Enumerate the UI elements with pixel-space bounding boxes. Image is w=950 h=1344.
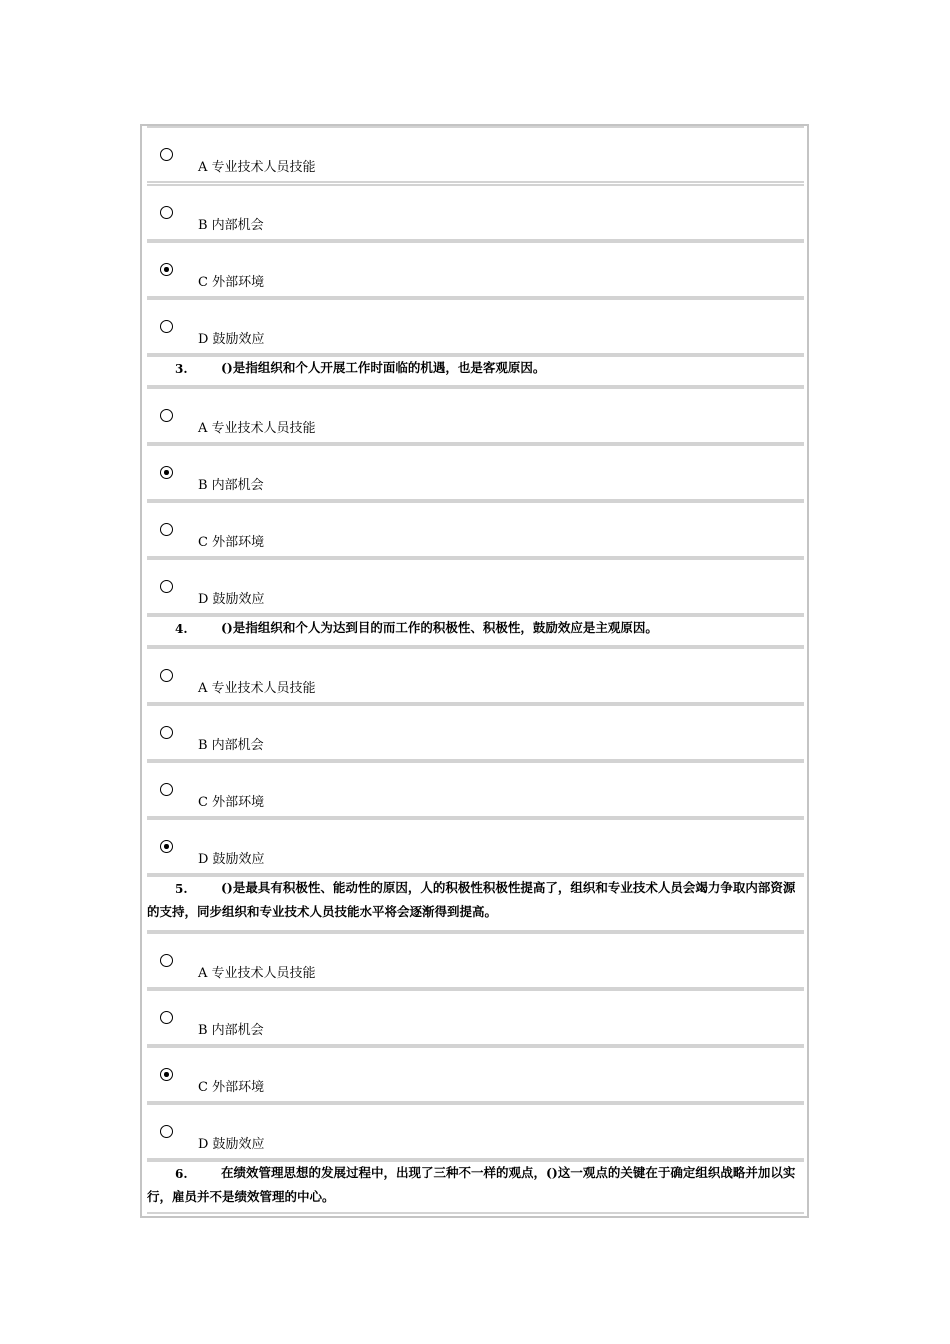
question-row — [147, 875, 804, 932]
question-number: 6. — [175, 1167, 188, 1181]
option-row[interactable] — [147, 444, 804, 501]
option-label: C 外部环境 — [198, 795, 265, 810]
radio-button[interactable] — [160, 320, 173, 333]
option-label: C 外部环境 — [198, 275, 265, 290]
question-text: 在绩效管理思想的发展过程中，出现了三种不一样的观点，()这一观点的关键在于确定组织战略并加以实行，雇员并不是绩效管理的中心。 — [147, 1165, 796, 1204]
option-row[interactable] — [147, 501, 804, 558]
question-row — [147, 1160, 804, 1214]
question-number: 4. — [175, 622, 188, 636]
question-row — [147, 355, 804, 387]
radio-button-selected[interactable] — [160, 840, 173, 853]
option-row[interactable] — [147, 989, 804, 1046]
option-label: C 外部环境 — [198, 1080, 265, 1095]
option-row[interactable] — [147, 932, 804, 989]
radio-button[interactable] — [160, 1125, 173, 1138]
radio-button[interactable] — [160, 523, 173, 536]
option-row[interactable] — [147, 761, 804, 818]
option-label: D 鼓励效应 — [198, 1137, 265, 1152]
option-row[interactable] — [147, 1103, 804, 1160]
question-number: 3. — [175, 362, 188, 376]
radio-button[interactable] — [160, 669, 173, 682]
radio-button[interactable] — [160, 206, 173, 219]
option-label: A 专业技术人员技能 — [198, 681, 316, 696]
question-row — [147, 615, 804, 647]
option-row[interactable] — [147, 184, 804, 241]
option-row[interactable] — [147, 387, 804, 444]
question-text: ()是指组织和个人为达到目的而工作的积极性、积极性，鼓励效应是主观原因。 — [221, 620, 658, 635]
option-row[interactable] — [147, 126, 804, 183]
option-label: A 专业技术人员技能 — [198, 966, 316, 981]
radio-button[interactable] — [160, 409, 173, 422]
option-label: D 鼓励效应 — [198, 592, 265, 607]
radio-button[interactable] — [160, 148, 173, 161]
option-row[interactable] — [147, 558, 804, 615]
quiz-frame — [140, 124, 809, 1218]
option-row[interactable] — [147, 298, 804, 355]
option-row[interactable] — [147, 818, 804, 875]
question-number: 5. — [175, 882, 188, 896]
radio-button[interactable] — [160, 1011, 173, 1024]
option-row[interactable] — [147, 1046, 804, 1103]
radio-button[interactable] — [160, 954, 173, 967]
option-label: D 鼓励效应 — [198, 852, 265, 867]
radio-button[interactable] — [160, 580, 173, 593]
option-label: B 内部机会 — [198, 1023, 264, 1038]
option-label: B 内部机会 — [198, 478, 264, 493]
radio-button[interactable] — [160, 783, 173, 796]
radio-button[interactable] — [160, 726, 173, 739]
option-label: C 外部环境 — [198, 535, 265, 550]
option-label: B 内部机会 — [198, 218, 264, 233]
question-text: ()是指组织和个人开展工作时面临的机遇，也是客观原因。 — [221, 360, 546, 375]
radio-button-selected[interactable] — [160, 1068, 173, 1081]
option-label: A 专业技术人员技能 — [198, 421, 316, 436]
radio-button-selected[interactable] — [160, 263, 173, 276]
radio-button-selected[interactable] — [160, 466, 173, 479]
question-text: ()是最具有积极性、能动性的原因，人的积极性积极性提高了，组织和专业技术人员会竭力争取内部资源的支持，同步组织和专业技术人员技能水平将会逐渐得到提高。 — [147, 880, 796, 919]
option-row[interactable] — [147, 704, 804, 761]
option-label: D 鼓励效应 — [198, 332, 265, 347]
option-row[interactable] — [147, 241, 804, 298]
option-row[interactable] — [147, 647, 804, 704]
option-label: A 专业技术人员技能 — [198, 160, 316, 175]
option-label: B 内部机会 — [198, 738, 264, 753]
